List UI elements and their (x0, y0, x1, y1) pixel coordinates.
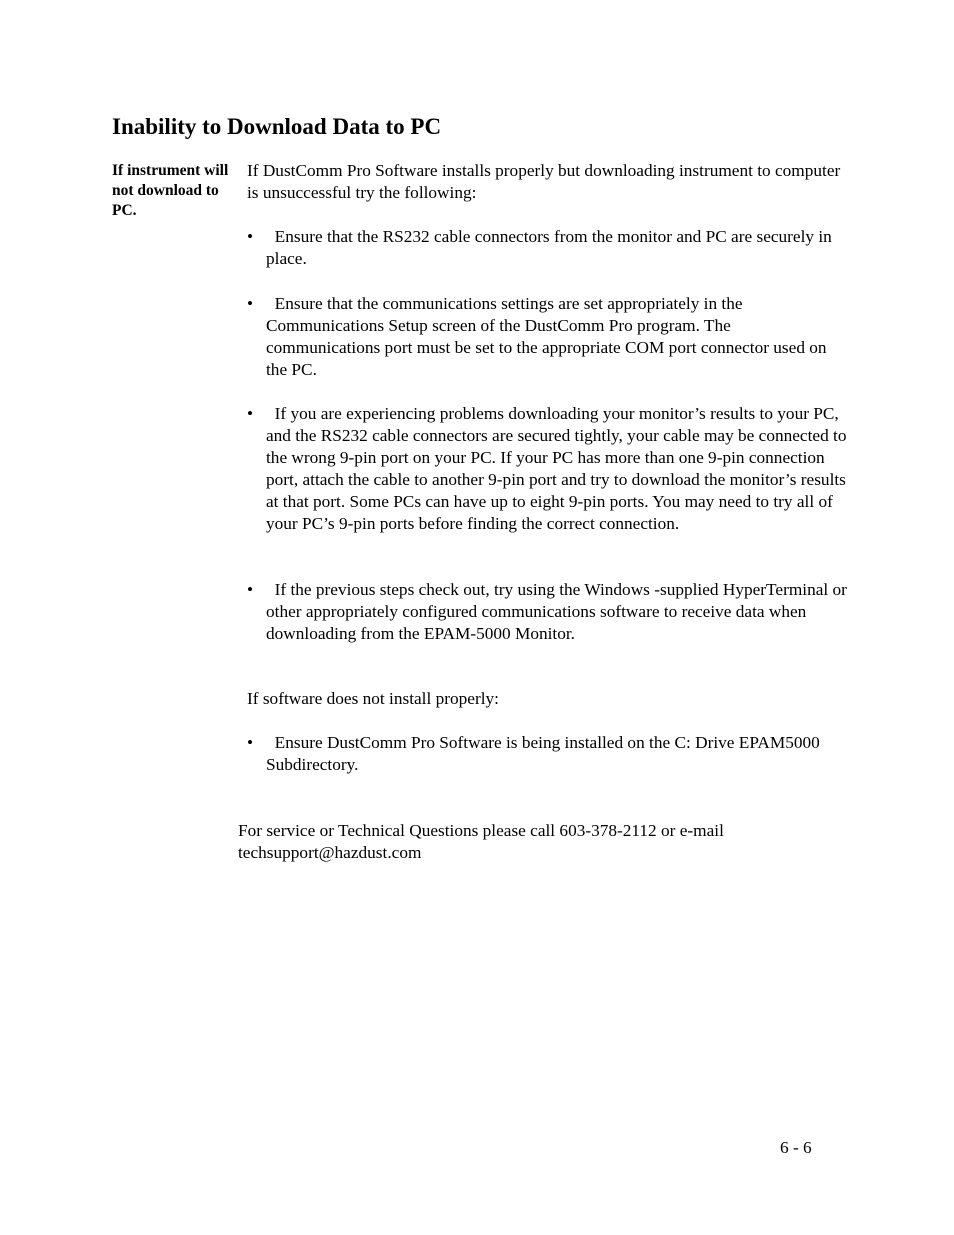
list-item-text: Ensure that the communications settings are set appropriately in the Communications Setup screen of the DustComm Pro program. The communications port must be set to the appropriate COM port connector used on the PC. (266, 294, 827, 379)
list-item (247, 403, 847, 535)
page-number: 6 - 6 (780, 1138, 812, 1157)
install-intro-paragraph: If software does not install properly: (247, 689, 499, 708)
bullet-icon: • (247, 580, 254, 599)
list-item (247, 579, 847, 645)
list-item-text: Ensure that the RS232 cable connectors from the monitor and PC are securely in place. (266, 227, 832, 268)
list-item-text: If you are experiencing problems downloading your monitor’s results to your PC, and the RS232 cable connectors are secured tightly, your cable may be connected to the wrong 9-pin port on your PC. If your PC has more than one 9-pin connection port, attach the cable to another 9-pin port and try to download the monitor’s results at that port. Some PCs can have up to eight 9-pin ports. You may need to try all of your PC’s 9-pin ports before finding the correct connection. (266, 404, 847, 533)
contact-paragraph: For service or Technical Questions please call 603-378-2112 or e-mail techsupport@hazdust.com (238, 821, 724, 862)
bullet-icon: • (247, 294, 254, 313)
page-title: Inability to Download Data to PC (112, 114, 442, 139)
bullet-icon: • (247, 227, 254, 246)
list-item (247, 226, 847, 270)
bullet-icon: • (247, 404, 254, 423)
list-item-text: If the previous steps check out, try using the Windows -supplied HyperTerminal or other appropriately configured communications software to receive data when downloading from the EPAM-5000 Monitor. (266, 580, 847, 643)
list-item-text: Ensure DustComm Pro Software is being installed on the C: Drive EPAM5000 Subdirectory. (266, 733, 820, 774)
bullet-icon: • (247, 733, 254, 752)
list-item (247, 732, 847, 776)
intro-paragraph: If DustComm Pro Software installs properly but downloading instrument to computer is unsuccessful try the following: (247, 161, 841, 202)
side-note: If instrument will not download to PC. (112, 162, 229, 219)
list-item (247, 293, 847, 381)
